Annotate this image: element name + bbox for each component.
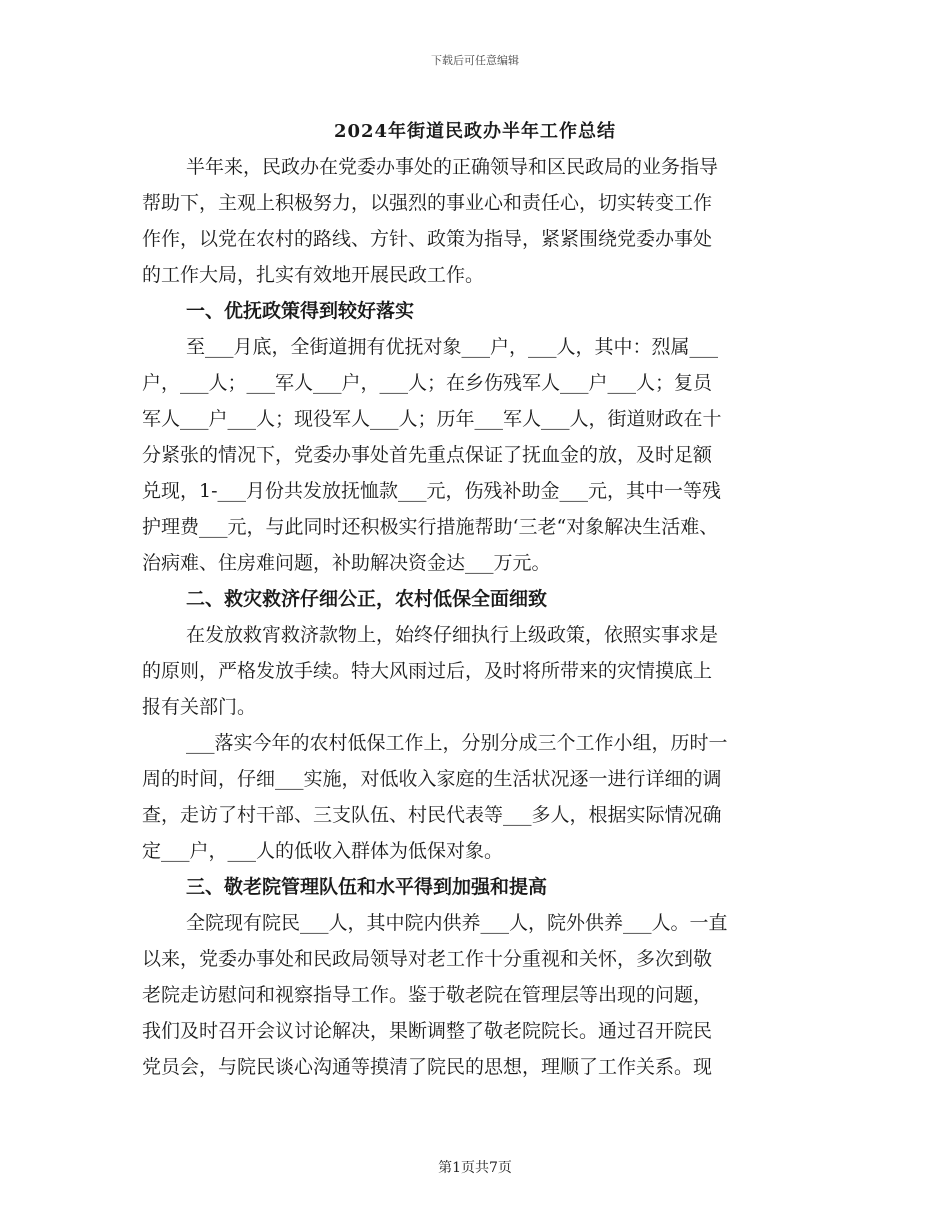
body-paragraph [142, 617, 812, 725]
text-line: 兑现，1-___月份共发放抚恤款___元，伤残补助金___元，其中一等残 [142, 480, 722, 502]
heading-text: 一、优抚政策得到较好落实 [186, 300, 415, 322]
section-heading [142, 293, 812, 329]
text-line: 报有关部门。 [142, 696, 257, 718]
heading-text: 二、救灾救济仔细公正，农村低保全面细致 [186, 588, 548, 610]
text-line: 至___月底，全街道拥有优抚对象___户，___人，其中：烈属___ [186, 336, 719, 358]
body-paragraph [142, 329, 812, 581]
text-line: 在发放救宵救济款物上，始终仔细执行上级政策，依照实事求是 [186, 624, 719, 646]
heading-text: 三、敬老院管理队伍和水平得到加强和提高 [186, 876, 548, 898]
section-heading [142, 869, 812, 905]
text-line: 半年来，民政办在党委办事处的正确领导和区民政局的业务指导 [186, 156, 719, 178]
page-header-note: 下载后可任意编辑 [431, 54, 519, 67]
text-line: 我们及时召开会议讨论解决，果断调整了敬老院院长。通过召开院民 [142, 1020, 713, 1042]
text-line: 老院走访慰问和视察指导工作。鉴于敬老院在管理层等出现的问题， [142, 984, 713, 1006]
text-line: 军人___户___人；现役军人___人；历年___军人___人，街道财政在十 [142, 408, 722, 430]
text-line: 党员会，与院民谈心沟通等摸清了院民的思想，理顺了工作关系。现 [142, 1056, 713, 1078]
text-line: 查，走访了村干部、三支队伍、村民代表等___多人，根据实际情况确 [142, 804, 722, 826]
body-paragraph [142, 725, 812, 869]
text-line: 的工作大局，扎实有效地开展民政工作。 [142, 264, 485, 286]
text-line: 护理费___元，与此同时还积极实行措施帮助‘三老“对象解决生活难、 [142, 516, 719, 538]
document-title: 2024年街道民政办半年工作总结 [333, 121, 617, 142]
body-paragraph [142, 905, 812, 1085]
text-line: ___落实今年的农村低保工作上，分别分成三个工作小组，历时一 [186, 732, 728, 754]
text-line: 作作，以党在农村的路线、方针、政策为指导，紧紧围绕党委办事处 [142, 228, 713, 250]
text-line: 的原则，严格发放手续。特大风雨过后，及时将所带来的灾情摸底上 [142, 660, 713, 682]
body-paragraph [142, 149, 812, 293]
text-line: 户，___人；___军人___户，___人；在乡伤残军人___户___人；复员 [142, 372, 713, 394]
text-line: 帮助下，主观上积极努力，以强烈的事业心和责任心，切实转变工作 [142, 192, 713, 214]
text-line: 以来，党委办事处和民政局领导对老工作十分重视和关怀，多次到敬 [142, 948, 713, 970]
text-line: 分紧张的情况下，党委办事处首先重点保证了抚血金的放，及时足额 [142, 444, 713, 466]
section-heading [142, 581, 812, 617]
text-line: 治病难、住房难问题，补助解决资金达___万元。 [142, 552, 551, 574]
text-line: 周的时间，仔细___实施，对低收入家庭的生活状况逐一进行详细的调 [142, 768, 722, 790]
text-line: 定___户，___人的低收入群体为低保对象。 [142, 840, 504, 862]
page-number-footer: 第1页共7页 [438, 1160, 512, 1176]
document-body [142, 149, 812, 1085]
text-line: 全院现有院民___人，其中院内供养___人，院外供养___人。一直 [186, 912, 728, 934]
